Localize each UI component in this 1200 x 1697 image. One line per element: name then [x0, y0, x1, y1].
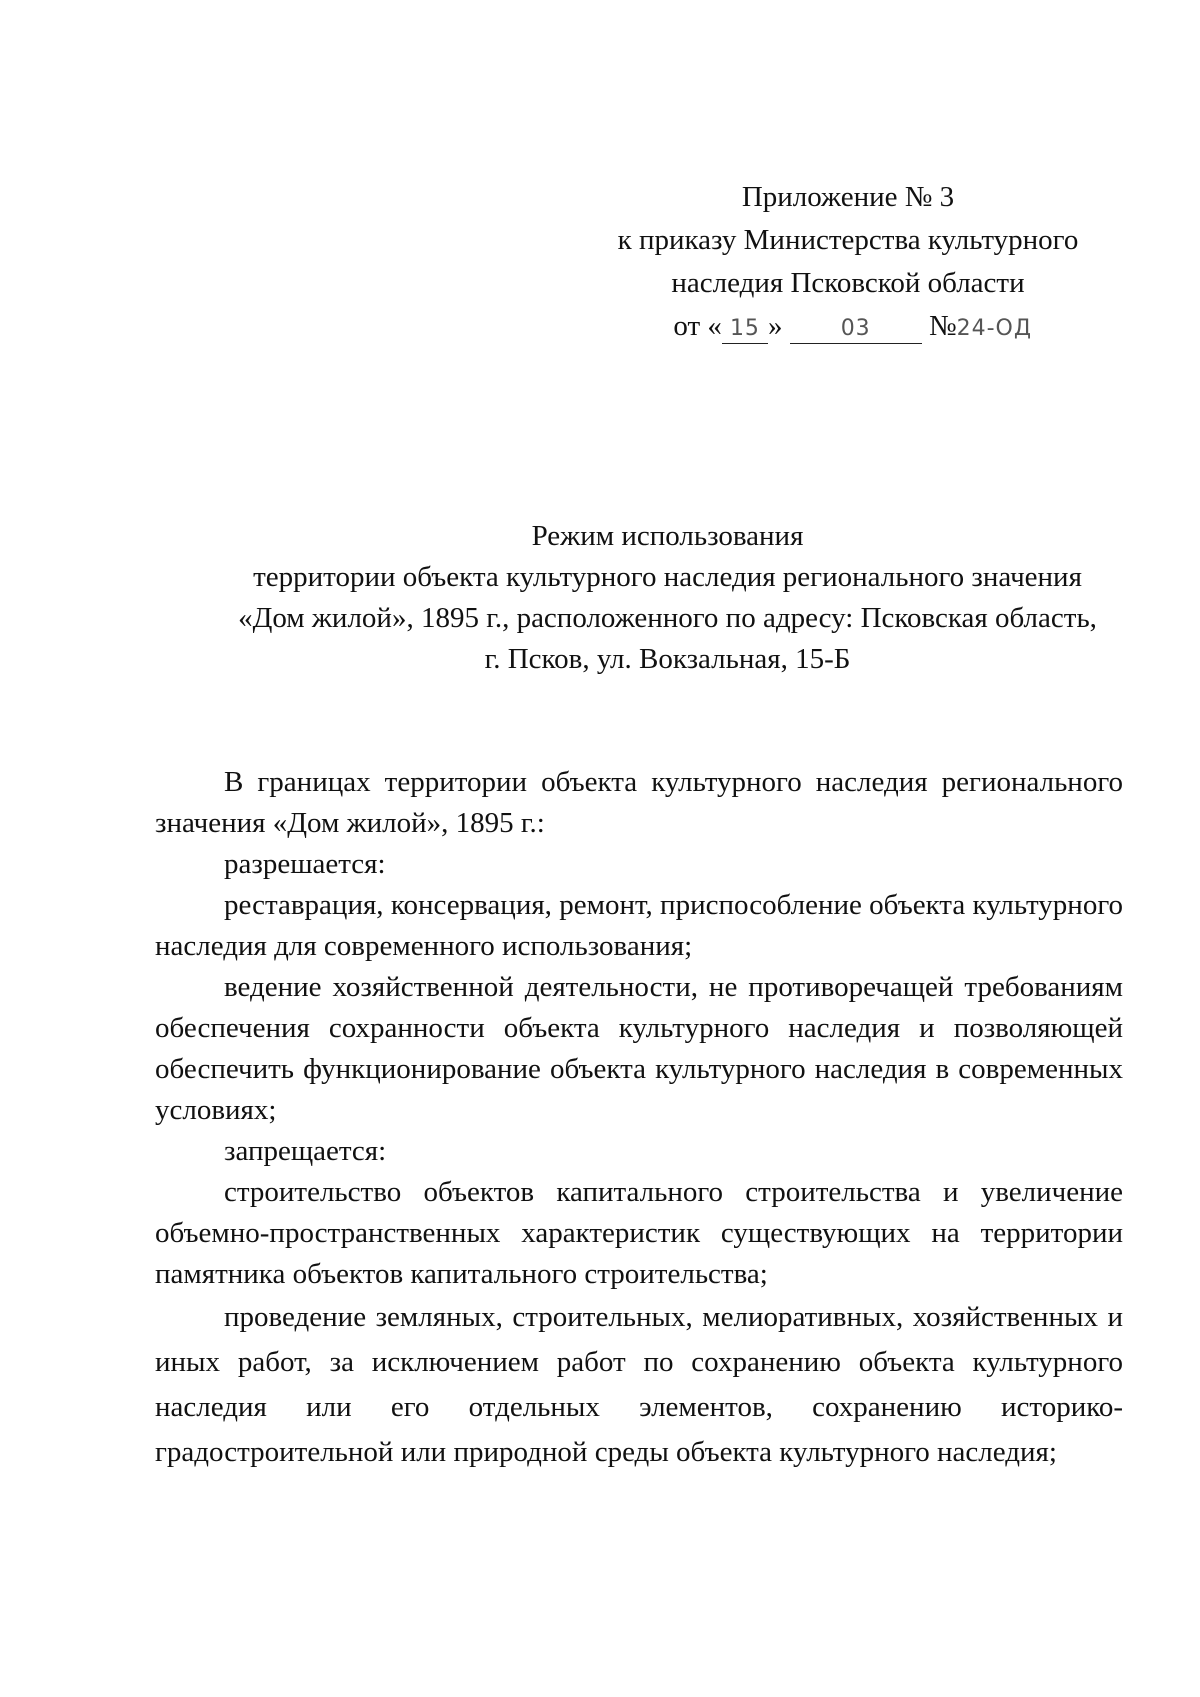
forbidden-item: строительство объектов капитального строительства и увеличение объемно-пространственных характеристик существующих на территории памятника объектов капитального строительства; [155, 1176, 1123, 1290]
appendix-number: Приложение № 3 [741, 181, 955, 213]
handwritten-order-number: 24-ОД [956, 316, 1033, 341]
appendix-order-reference: к приказу Министерства культурного [617, 224, 1079, 256]
handwritten-month: 03 [790, 315, 922, 344]
document-body [155, 762, 1123, 1475]
date-prefix: от « [673, 310, 722, 342]
number-prefix: № [928, 310, 957, 342]
forbidden-item: проведение земляных, строительных, мелиоративных, хозяйственных и иных работ, за исключением работ по сохранению объекта культурного наследия или его отдельных элементов, сохранению историко-градостроительной или природной среды объекта культурного наследия; [155, 1301, 1123, 1468]
appendix-header [596, 176, 1100, 348]
title-line-4: г. Псков, ул. Вокзальная, 15-Б [484, 643, 851, 675]
allowed-item: ведение хозяйственной деятельности, не противоречащей требованиям обеспечения сохранности объекта культурного наследия и позволяющей обеспечить функционирование объекта культурного наследия в современных условиях; [155, 971, 1123, 1126]
allowed-heading: разрешается: [224, 848, 386, 880]
appendix-ministry-name: наследия Псковской области [671, 267, 1025, 299]
intro-paragraph: В границах территории объекта культурного наследия регионального значения «Дом жилой», 1895 г.: [155, 766, 1123, 839]
title-line-2: территории объекта культурного наследия регионального значения [253, 561, 1082, 593]
appendix-date-line [596, 305, 1100, 348]
title-line-1: Режим использования [531, 520, 804, 552]
handwritten-day: 15 [722, 315, 768, 344]
title-line-3: «Дом жилой», 1895 г., расположенного по адресу: Псковская область, [238, 602, 1097, 634]
date-mid: » [767, 310, 783, 342]
document-title [155, 516, 1180, 680]
forbidden-heading: запрещается: [224, 1135, 387, 1167]
allowed-item: реставрация, консервация, ремонт, приспособление объекта культурного наследия для современного использования; [155, 889, 1123, 962]
